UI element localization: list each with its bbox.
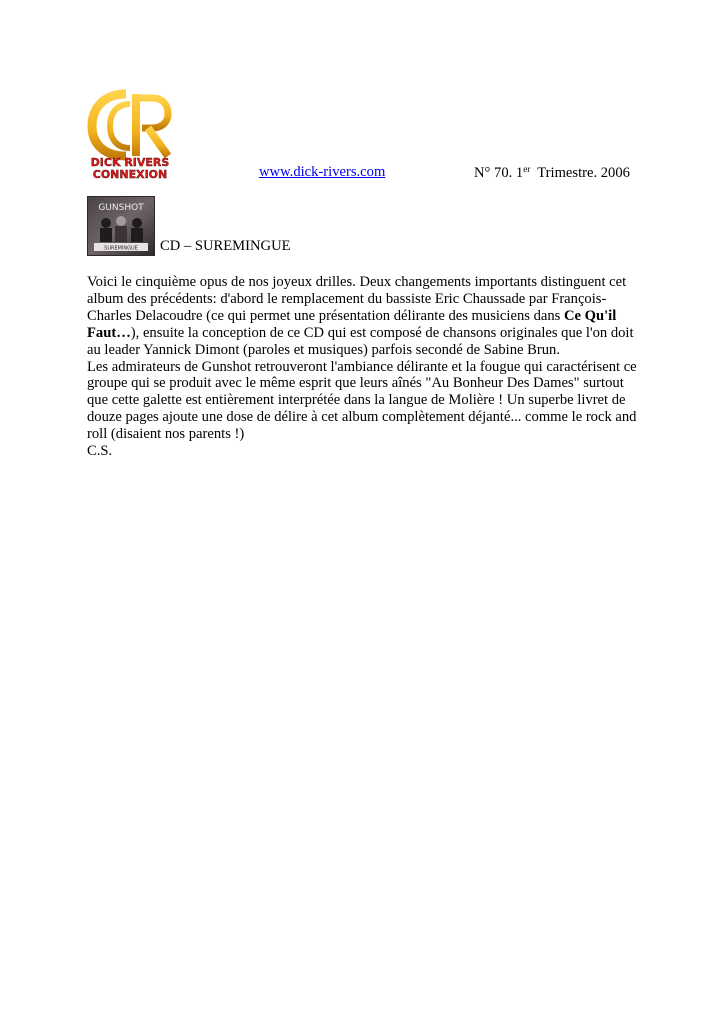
dick-rivers-connexion-logo <box>86 86 174 180</box>
svg-text:SUREMINGUE: SUREMINGUE <box>104 245 138 252</box>
article-line: album des précédents: d'abord le remplacement du bassiste Eric Chaussade par François- <box>87 290 607 307</box>
issue-number: N° 70. 1er Trimestre. 2006 <box>474 164 630 181</box>
song-title: Faut… <box>87 324 131 341</box>
cd-title: CD – SUREMINGUE <box>160 238 291 254</box>
album-cover-image <box>87 196 155 256</box>
article-line: Les admirateurs de Gunshot retrouveront l'ambiance délirante et la fougue qui caractérisent ce <box>87 358 637 375</box>
svg-text:CONNEXION: CONNEXION <box>92 168 168 180</box>
song-title: Ce Qu'il <box>563 307 617 324</box>
article-line: au leader Yannick Dimont (paroles et musiques) parfois secondé de Sabine Brun. <box>87 341 560 358</box>
svg-text:GUNSHOT: GUNSHOT <box>98 203 144 213</box>
logo-mark <box>86 86 174 180</box>
article-line: Charles Delacoudre (ce qui permet une présentation délirante des musiciens dans Ce Qu'il <box>87 307 617 324</box>
website-link[interactable]: www.dick-rivers.com <box>259 164 386 180</box>
svg-text:DICK RIVERS: DICK RIVERS <box>90 156 170 169</box>
article-line: douze pages ajoute une dose de délire à cet album complètement déjanté... comme le rock and <box>87 409 637 426</box>
article-line: Voici le cinquième opus de nos joyeux drilles. Deux changements importants distinguent cet <box>87 274 627 290</box>
article-line: roll (disaient nos parents !) <box>87 426 245 443</box>
author-signature: C.S. <box>87 443 113 460</box>
article-line: que cette galette est entièrement interprétée dans la langue de Molière ! Un superbe livret de <box>87 392 626 409</box>
article-body <box>87 274 643 460</box>
article-line: Faut…), ensuite la conception de ce CD qui est composé de chansons originales que l'on doit <box>87 324 634 341</box>
article-line: groupe qui se produit avec le même esprit que leurs aînés "Au Bonheur Des Dames" surtout <box>87 375 624 392</box>
